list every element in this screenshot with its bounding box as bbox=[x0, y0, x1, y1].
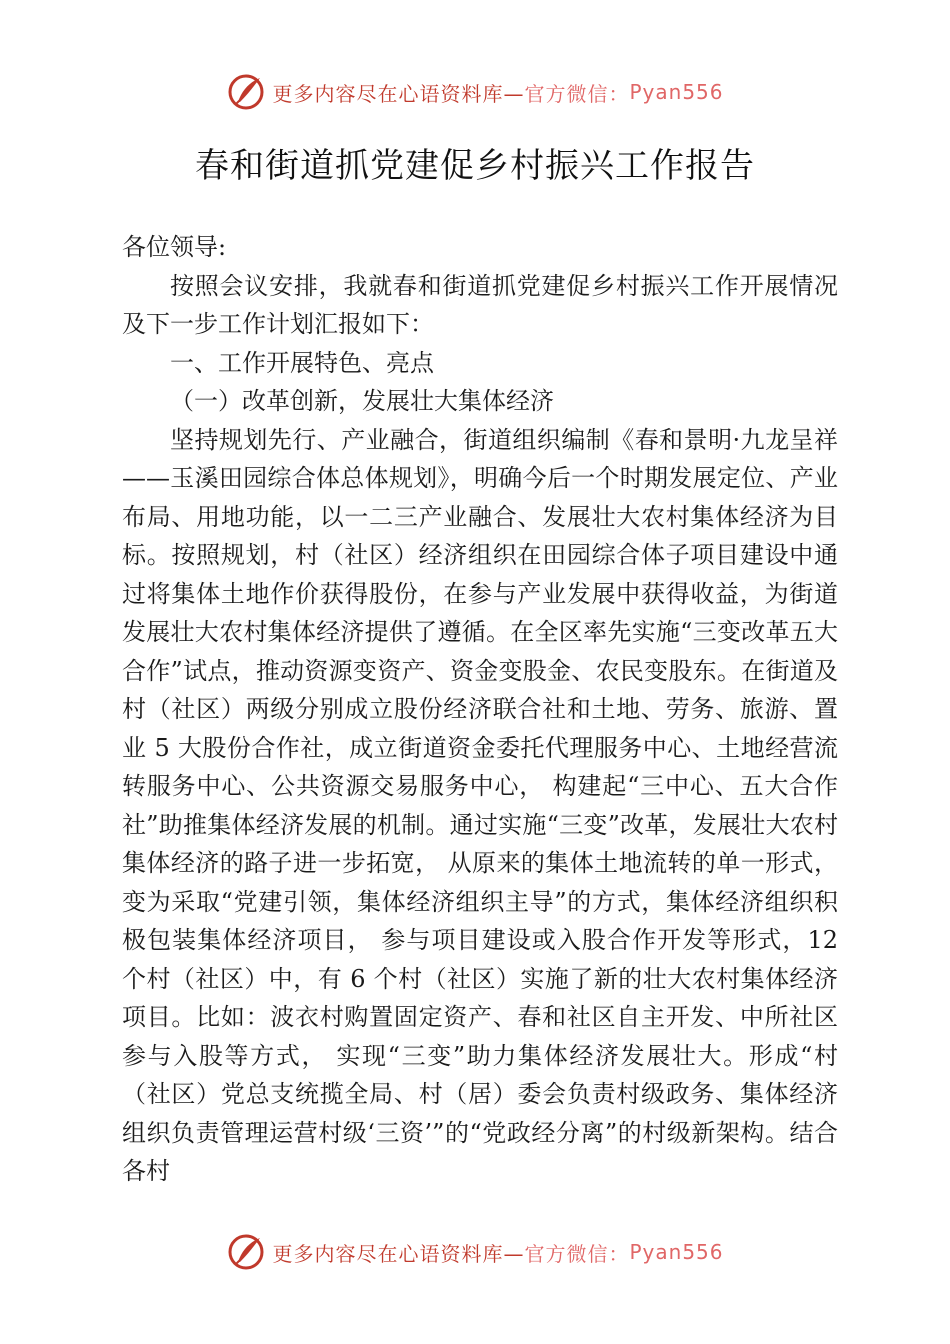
quill-logo-icon bbox=[226, 72, 266, 112]
watermark-text: 更多内容尽在心语资料库— bbox=[272, 1241, 525, 1266]
document-title: 春和街道抓党建促乡村振兴工作报告 bbox=[195, 146, 755, 186]
quill-logo-icon bbox=[226, 1232, 266, 1272]
section-1-heading: 一、工作开展特色、亮点 bbox=[170, 348, 434, 377]
intro-paragraph: 按照会议安排，我就春和街道抓党建促乡村振兴工作开展情况及下一步工作计划汇报如下： bbox=[122, 271, 838, 338]
salutation: 各位领导: bbox=[122, 233, 227, 261]
wechat-id: Pyan556 bbox=[629, 80, 724, 104]
document-body bbox=[122, 228, 838, 1191]
body-paragraph: 坚持规划先行、产业融合，街道组织编制《春和景明·九龙呈祥——玉溪田园综合体总体规划》，明确今后一个时期发展定位、产业布局、用地功能，以一二三产业融合、发展壮大农村集体经济为目标。按照规划，村（社区）经济组织在田园综合体子项目建设中通过将集体土地作价获得股份，在参与产业发展中获得收益，为街道发展壮大农村集体经济提供了遵循。在全区率先实施“三变改革五大合作”试点，推动资源变资产、资金变股金、农民变股东。在街道及村（社区）两级分别成立股份经济联合社和土地、劳务、旅游、置业 5 大股份合作社，成立街道资金委托代理服务中心、土地经营流转服务中心、公共资源交易服务中心， 构建起“三中心、五大合作社”助推集体经济发展的机制。通过实施“三变”改革，发展壮大农村集体经济的路子进一步拓宽， 从原来的集体土地流转的单一形式，变为采取“党建引领，集体经济组织主导”的方式，集体经济组织积极包装集体经济项目， 参与项目建设或入股合作开发等形式，12 个村（社区）中，有 6 个村（社区）实施了新的壮大农村集体经济项目。比如：波衣村购置固定资产、春和社区自主开发、中所社区参与入股等方式， 实现“三变”助力集体经济发展壮大。形成“村（社区）党总支统揽全局、村（居）委会负责村级政务、集体经济组织负责管理运营村级‘三资’”的“党政经分离”的村级新架构。结合各村 bbox=[122, 425, 838, 1185]
header-watermark bbox=[0, 70, 950, 114]
wechat-id: Pyan556 bbox=[629, 1240, 724, 1264]
subsection-1-heading: （一）改革创新，发展壮大集体经济 bbox=[170, 387, 554, 415]
wechat-label: 官方微信： bbox=[524, 1241, 630, 1266]
watermark-text: 更多内容尽在心语资料库— bbox=[272, 81, 525, 106]
footer-watermark bbox=[0, 1230, 950, 1274]
wechat-label: 官方微信： bbox=[524, 81, 630, 106]
